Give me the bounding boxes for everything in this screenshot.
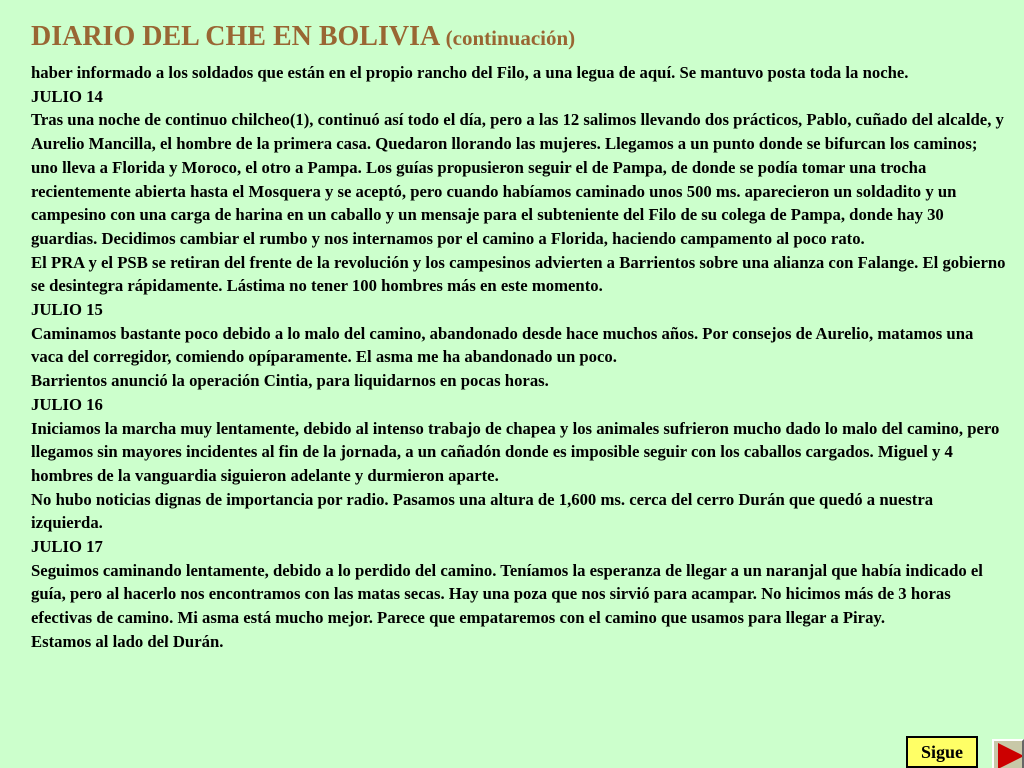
entry-date: JULIO 17 — [31, 537, 103, 557]
entry-paragraph: No hubo noticias dignas de importancia por radio. Pasamos una altura de 1,600 ms. cerca del cerro Durán que quedó a nuestra izquierda. — [31, 489, 934, 533]
entry-paragraph: Seguimos caminando lentamente, debido a lo perdido del camino. Teníamos la esperanza de llegar a un naranjal que había indicado el guía, pero al hacerlo nos encontramos con las matas secas. Hay una poza que nos sirvió para acampar. No hicimos más de 3 horas efectivas de camino. Mi asma está mucho mejor. Parece que empataremos con el camino que usamos para llegar a Piray. — [31, 560, 983, 628]
page-title-main: DIARIO DEL CHE EN BOLIVIA — [31, 21, 439, 52]
entry-paragraph: El PRA y el PSB se retiran del frente de la revolución y los campesinos advierten a Barrientos sobre una alianza con Falange. El gobierno se desintegra rápidamente. Lástima no tener 100 hombres más en este momento. — [31, 252, 1006, 296]
next-arrow-button[interactable] — [992, 739, 1024, 768]
entry-paragraph: Iniciamos la marcha muy lentamente, debido al intenso trabajo de chapea y los animales sufrieron mucho dado lo malo del camino, pero llegamos sin mayores incidentes al fin de la jornada, a un cañadón donde es imposible seguir con los caballos cargados. Miguel y 4 hombres de la vanguardia siguieron adelante y durmieron aparte. — [31, 418, 1000, 485]
page-title — [31, 20, 575, 55]
entry-paragraph: Caminamos bastante poco debido a lo malo del camino, abandonado desde hace muchos años. Por consejos de Aurelio, matamos una vaca del corregidor, comiendo opíparamente. El asma me ha abandonado un poco. — [31, 323, 974, 367]
entry-paragraph: Tras una noche de continuo chilcheo(1), continuó así todo el día, pero a las 12 salimos llevando dos prácticos, Pablo, cuñado del alcalde, y Aurelio Mancilla, el hombre de la primera casa. Quedaron llorando las mujeres. Llegamos a un punto donde se bifurcan los caminos; uno lleva a Florida y Moroco, el otro a Pampa. Los guías propusieron seguir el de Pampa, de donde se podía tomar una trocha recientemente abierta hasta el Mosquera y se aceptó, pero cuando habíamos caminado unos 500 ms. aparecieron un soldadito y un campesino con una carga de harina en un caballo y un mensaje para el subteniente del Filo de su colega de Pampa, donde hay 30 guardias. Decidimos cambiar el rumbo y nos internamos por el camino a Florida, haciendo campamento al poco rato. — [31, 110, 1004, 248]
entry-date: JULIO 15 — [31, 300, 103, 320]
entry-date: JULIO 16 — [31, 394, 103, 414]
page-title-sub: (continuación) — [445, 26, 576, 50]
entry-paragraph: Estamos al lado del Durán. — [31, 631, 224, 651]
entry-date: JULIO 14 — [31, 86, 103, 106]
entry-paragraph: Barrientos anunció la operación Cintia, para liquidarnos en pocas horas. — [31, 371, 549, 391]
diary-content — [31, 61, 1006, 654]
next-button[interactable]: Sigue — [906, 736, 978, 768]
next-arrow-icon — [998, 743, 1024, 768]
entry-paragraph: haber informado a los soldados que están en el propio rancho del Filo, a una legua de aquí. Se mantuvo posta toda la noche. — [31, 63, 909, 82]
